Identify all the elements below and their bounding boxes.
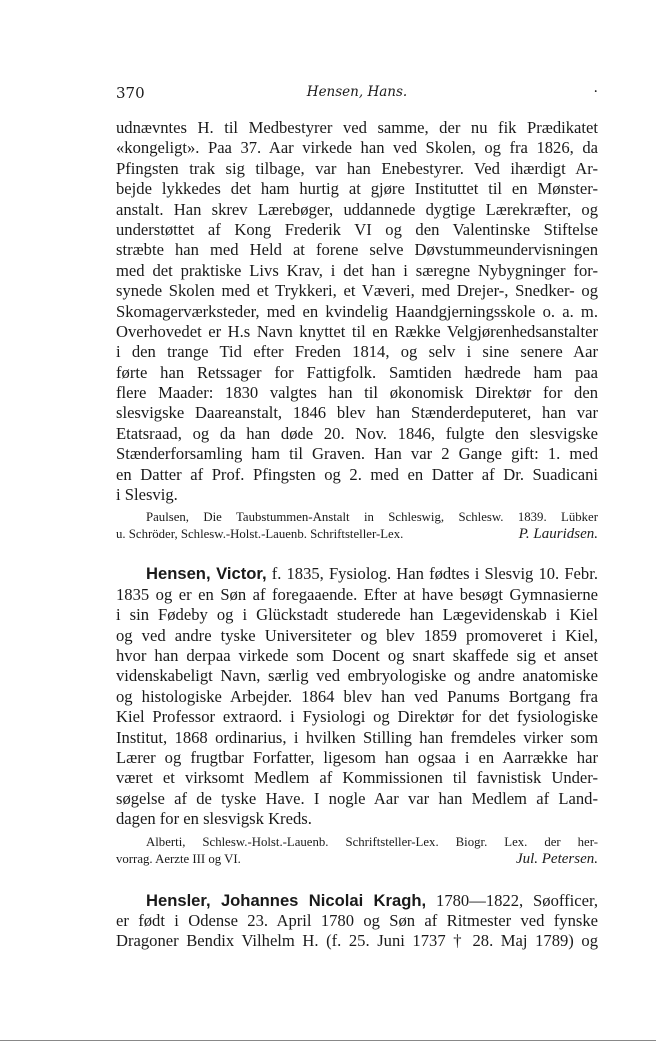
text-line: og ved andre tyske Universiteter og blev 1859 promoveret i Kiel, xyxy=(116,625,598,645)
text-line: flere Maader: 1830 valgtes han til økonomisk Direktør for den xyxy=(116,383,598,403)
reference-text: u. Schröder, Schlesw.-Holst.-Lauenb. Schriftsteller-Lex. xyxy=(116,527,404,542)
reference-line-with-signature xyxy=(116,851,598,868)
header-mark: . xyxy=(593,80,598,96)
entry-heading: Hensen, Victor, xyxy=(146,564,267,584)
text-line: i sin Fødeby og i Glückstadt studerede han Lægevidenskab i Kiel xyxy=(116,605,598,625)
text-line: Pfingsten trak sig tilbage, var han Enebestyrer. Ved ihærdigt Ar- xyxy=(116,158,598,178)
text-line: Institut, 1868 ordinarius, i hvilken Stilling han fremdeles virker som xyxy=(116,727,598,747)
text-line: slesvigske Daareanstalt, 1846 blev han Stænderdeputeret, han var xyxy=(116,403,598,423)
reference-text: vorrag. Aerzte III og VI. xyxy=(116,851,241,866)
running-title: Hensen, Hans. xyxy=(306,84,408,100)
text-line: i Slesvig. xyxy=(116,485,178,505)
entry-hensen-hans-continued xyxy=(116,118,598,543)
text-line: 1835 og er en Søn af foregaaende. Efter at have besøgt Gymnasierne xyxy=(116,584,598,604)
text-line: og histologiske Arbejder. 1864 blev han ved Panums Bortgang fra xyxy=(116,686,598,706)
page-body xyxy=(116,118,598,952)
reference-line: Alberti, Schlesw.-Holst.-Lauenb. Schriftsteller-Lex. Biogr. Lex. der her- xyxy=(146,834,598,849)
entry-first-line xyxy=(116,564,598,584)
text-line: understøttet af Kong Frederik VI og den Valentinske Stiftelse xyxy=(116,219,598,239)
text-line: er født i Odense 23. April 1780 og Søn af Ritmester ved fynske xyxy=(116,910,598,930)
text-line: dagen for en slesvigsk Kreds. xyxy=(116,809,312,829)
text-line: Etatsraad, og da han døde 20. Nov. 1846, fulgte den slesvigske xyxy=(116,423,598,443)
text-line: Lærer og frugtbar Forfatter, ligesom han ogsaa i en Aarrække har xyxy=(116,747,598,767)
text-line: førte han Retssager for Fattigfolk. Samtiden hædrede ham paa xyxy=(116,362,598,382)
text-line: en Datter af Prof. Pfingsten og 2. med en Datter af Dr. Suadicani xyxy=(116,464,598,484)
text-line: udnævntes H. til Medbestyrer ved samme, der nu fik Prædikatet xyxy=(116,118,598,137)
text-line: bejde lykkedes det ham hurtig at gjøre Instituttet til en Mønster- xyxy=(116,179,598,199)
entry-hensler-johannes xyxy=(116,891,598,952)
text-line: med det praktiske Livs Krav, i det han i særegne Nybygninger for- xyxy=(116,260,598,280)
text-line: hvor han derpaa virkede som Docent og snart skaffede sig et anset xyxy=(116,645,598,665)
page-header xyxy=(116,80,598,106)
text-line: søgelse af de tyske Have. I nogle Aar var han Medlem af Land- xyxy=(116,788,598,808)
entry-heading: Hensler, Johannes Nicolai Kragh, xyxy=(146,890,427,910)
text-line: anstalt. Han skrev Lærebøger, uddannede dygtige Lærekræfter, og xyxy=(116,199,598,219)
scan-edge-line xyxy=(0,1040,656,1041)
reference-line-with-signature xyxy=(116,526,598,543)
text-line: Stænderforsamling ham til Graven. Han var 2 Gange gift: 1. med xyxy=(116,444,598,464)
text-line: videnskabeligt Navn, særlig ved embryologiske og andre anatomiske xyxy=(116,666,598,686)
text-line: stræbte han med Held at forene selve Døvstummeundervisningen xyxy=(116,240,598,260)
author-signature: Jul. Petersen. xyxy=(515,850,598,867)
text-line: Skomagerværksteder, med en kvindelig Haandgjerningsskole o. a. m. xyxy=(116,301,598,321)
text-line: Overhovedet er H.s Navn knyttet til en Række Velgjørenhedsanstalter xyxy=(116,321,598,341)
entry-first-line xyxy=(116,891,598,911)
entry-first-line-text: f. 1835, Fysiolog. Han fødtes i Slesvig 10. Febr. xyxy=(271,564,598,584)
text-line: Dragoner Bendix Vilhelm H. (f. 25. Juni 1737 † 28. Maj 1789) og xyxy=(116,931,598,951)
text-line: Kiel Professor extraord. i Fysiologi og Direktør for det fysiologiske xyxy=(116,707,598,727)
reference-line: Paulsen, Die Taubstummen-Anstalt in Schleswig, Schlesw. 1839. Lübker xyxy=(146,510,598,525)
page-number: 370 xyxy=(116,84,145,102)
text-line: «kongeligt». Paa 37. Aar virkede han ved Skolen, og fra 1826, da xyxy=(116,138,598,158)
author-signature: P. Lauridsen. xyxy=(518,526,598,543)
text-line: synede Skolen med et Trykkeri, et Væveri, med Drejer-, Snedker- og xyxy=(116,281,598,301)
text-line: i den trange Tid efter Freden 1814, og selv i sine senere Aar xyxy=(116,342,598,362)
entry-first-line-text: 1780—1822, Søofficer, xyxy=(436,890,598,910)
text-line: været et virksomt Medlem af Kommissionen til favnistisk Under- xyxy=(116,768,598,788)
entry-hensen-victor xyxy=(116,564,598,867)
